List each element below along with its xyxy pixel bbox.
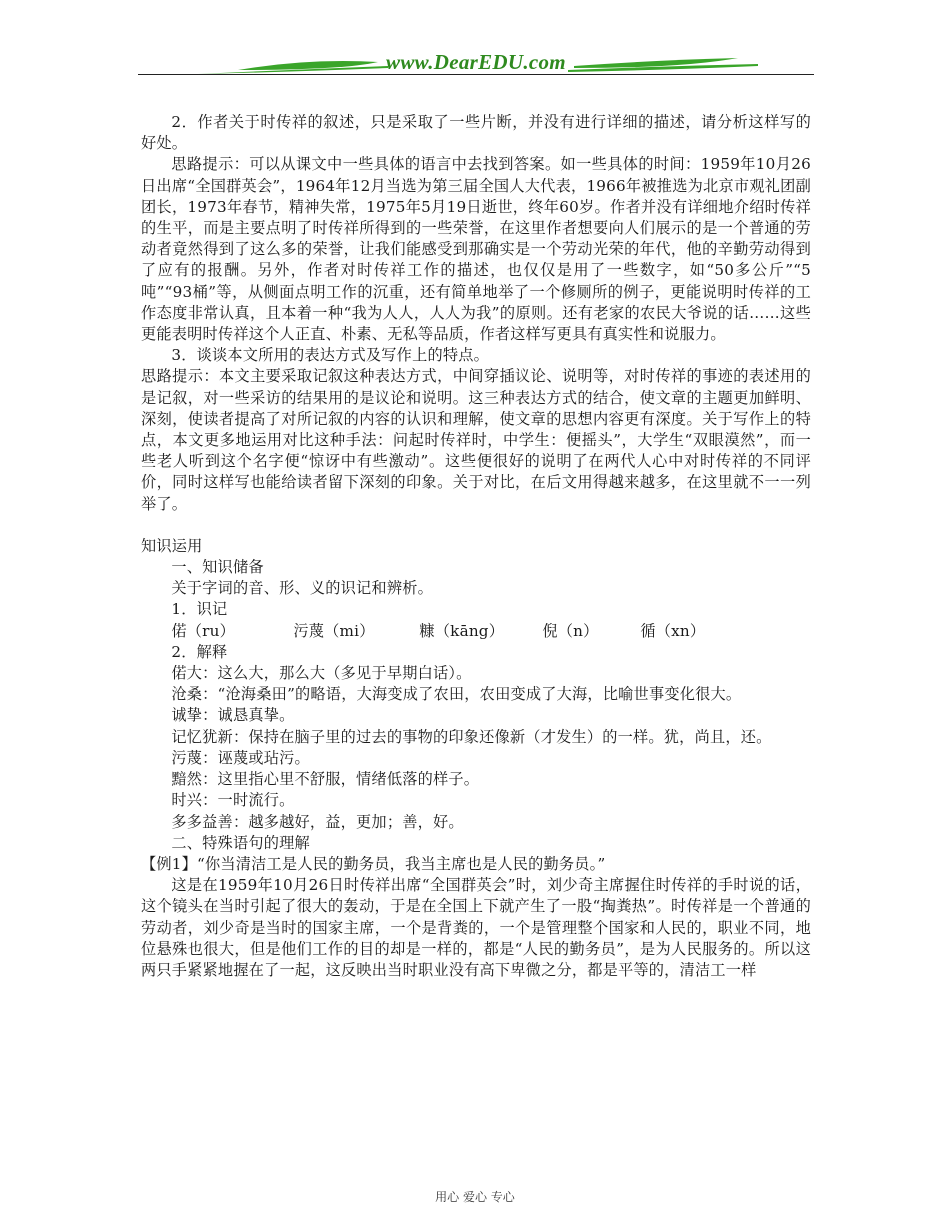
pronunciation-item: 糠（kāng） (419, 621, 505, 640)
page-footer-motto: 用心 爱心 专心 (435, 1190, 515, 1204)
question-3: 3．谈谈本文所用的表达方式及写作上的特点。 (171, 346, 490, 365)
page-header (138, 48, 814, 78)
pronunciation-item: 循（xn） (640, 621, 706, 640)
definition: 多多益善：越多越好，益，更加；善，好。 (171, 812, 464, 831)
pronunciation-item: 偌（ru） (171, 621, 235, 640)
definition: 黯然：这里指心里不舒服，情绪低落的样子。 (171, 770, 480, 789)
question-3-hint: 思路提示：本文主要采取记叙这种表达方式，中间穿插议论、说明等，对时传祥的事迹的表述用的是记叙，对一些采访的结果用的是议论和说明。这三种表达方式的结合，使文章的主题更加鲜明、深刻，使读者提高了对所记叙的内容的认识和理解，使文章的思想内容更有深度。关于写作上的特点，本文更多地运用对比这种手法：问起时传祥时，中学生：便摇头”，大学生“双眼漠然”，而一些老人听到这个名字便“惊讶中有些激动”。这些便很好的说明了在两代人心中对时传祥的不同评价，同时这样写也能给读者留下深刻的印象。关于对比，在后文用得越来越多，在这里就不一一列举了。 (141, 367, 811, 513)
definition: 诚挚：诚恳真挚。 (171, 706, 295, 725)
pronunciation-item: 污蔑（mi） (293, 621, 375, 640)
subsection-special-sentences: 二、特殊语句的理解 (171, 833, 310, 852)
definition: 偌大：这么大，那么大（多见于早期白话）。 (171, 664, 472, 683)
subsection-knowledge-store: 一、知识储备 (171, 558, 264, 577)
document-body (141, 112, 811, 981)
question-2-hint: 思路提示：可以从课文中一些具体的语言中去找到答案。如一些具体的时间：1959年10月26日出席“全国群英会”，1964年12月当选为第三届全国人大代表，1966年被推选为北京市观礼团副团长，1973年春节，精神失常，1975年5月19日逝世，终年60岁。作者并没有详细地介绍时传祥的生平，而是主要点明了时传祥所得到的一些荣誉，在这里作者想要向人们展示的是一个普通的劳动者竟然得到了这么多的荣誉，让我们能感受到那确实是一个劳动光荣的年代，他的辛勤劳动得到了应有的报酬。另外，作者对时传祥工作的描述，也仅仅是用了一些数字，如“50多公斤”“5吨”“93桶”等，从侧面点明工作的沉重，还有简单地举了一个修厕所的例子，更能说明时传祥的工作态度非常认真，且本着一种“我为人人，人人为我”的原则。还有老家的农民大爷说的话……这些更能表明时传祥这个人正直、朴素、无私等品质，作者这样写更具有真实性和说服力。 (141, 155, 811, 344)
definition: 沧桑：“沧海桑田”的略语，大海变成了农田，农田变成了大海，比喻世事变化很大。 (171, 685, 742, 704)
definition: 污蔑：诬蔑或玷污。 (171, 748, 310, 767)
example-1-quote: 【例1】“你当清洁工是人民的勤务员，我当主席也是人民的勤务员。” (141, 854, 606, 873)
section-heading: 知识运用 (141, 536, 203, 555)
definition: 记忆犹新：保持在脑子里的过去的事物的印象还像新（才发生）的一样。犹，尚且，还。 (171, 727, 772, 746)
subsection-description: 关于字词的音、形、义的识记和辨析。 (171, 579, 433, 598)
header-rule (138, 74, 814, 75)
example-1-analysis: 这是在1959年10月26日时传祥出席“全国群英会”时，刘少奇主席握住时传祥的手时说的话，这个镜头在当时引起了很大的轰动，于是在全国上下就产生了一股“掏粪热”。时传祥是一个普通的劳动者，刘少奇是当时的国家主席，一个是背粪的，一个是管理整个国家和人民的，职业不同，地位悬殊也很大，但是他们工作的目的却是一样的，都是“人民的勤务员”，是为人民服务的。所以这两只手紧紧地握在了一起，这反映出当时职业没有高下卑微之分，都是平等的，清洁工一样 (141, 876, 811, 979)
pronunciation-list (141, 621, 811, 642)
item-explain: 2．解释 (171, 642, 228, 661)
definition: 时兴：一时流行。 (171, 791, 295, 810)
site-logo[interactable]: www.DearEDU.com (386, 50, 566, 74)
item-memorize: 1．识记 (171, 600, 228, 619)
pronunciation-item: 倪（n） (542, 621, 599, 640)
spacer (141, 515, 811, 536)
question-2: 2．作者关于时传祥的叙述，只是采取了一些片断，并没有进行详细的描述，请分析这样写的好处。 (141, 113, 811, 153)
